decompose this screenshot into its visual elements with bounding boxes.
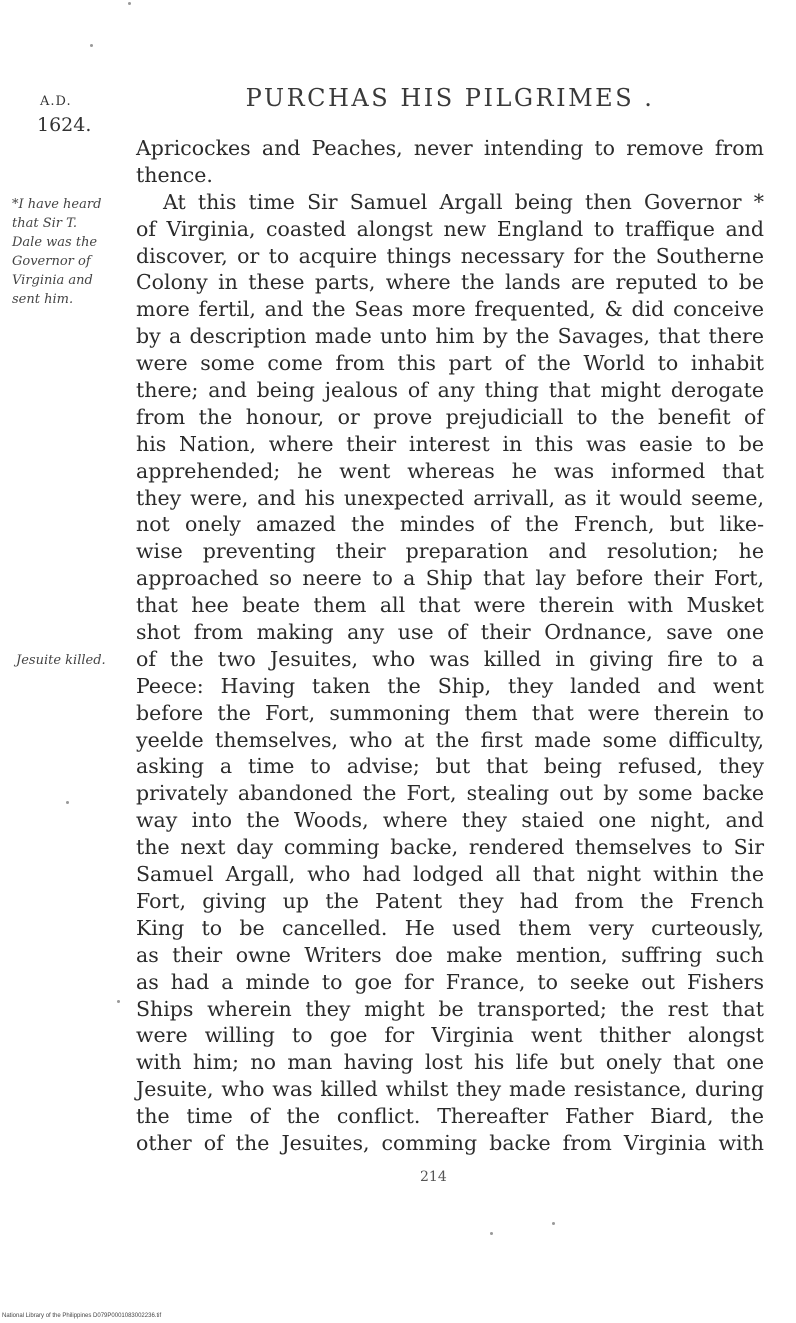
margin-note-jesuite — [16, 651, 134, 670]
text-line: wise preventing their preparation and resolution; he — [136, 539, 764, 564]
paper-speck — [128, 2, 131, 5]
text-line: before the Fort, summoning them that were therein to — [136, 700, 764, 725]
text-line: his Nation, where their interest in this was easie to be — [136, 431, 764, 456]
text-line: as their owne Writers doe make mention, suffring such — [136, 942, 764, 967]
margin-note-line: Virginia and — [12, 273, 93, 288]
margin-note-line: *I have heard — [12, 197, 102, 212]
text-line: way into the Woods, where they staied one night, and — [136, 808, 764, 833]
text-line: of Virginia, coasted alongst new England to traffique and — [136, 216, 764, 241]
paper-speck — [552, 1222, 555, 1225]
text-line: Peece: Having taken the Ship, they landed and went — [136, 673, 764, 698]
text-line: were some come from this part of the World to inhabit — [136, 351, 764, 376]
running-head: PURCHAS HIS PILGRIMES . — [245, 84, 655, 112]
text-line: At this time Sir Samuel Argall being then Governor * — [163, 189, 764, 214]
text-line: the time of the conflict. Thereafter Father Biard, the — [136, 1104, 764, 1129]
text-line: the next day comming backe, rendered themselves to Sir — [136, 835, 764, 860]
text-line: approached so neere to a Ship that lay before their Fort, — [136, 566, 764, 591]
margin-note-line: Governor of — [12, 254, 91, 269]
text-line: privately abandoned the Fort, stealing out by some backe — [136, 781, 764, 806]
text-line: other of the Jesuites, comming backe from Virginia with — [136, 1130, 764, 1155]
paper-speck — [490, 1232, 493, 1235]
text-line: more fertil, and the Seas more frequented, & did conceive — [136, 297, 764, 322]
text-line: from the honour, or prove prejudiciall to the benefit of — [136, 404, 764, 429]
paper-speck — [90, 44, 93, 47]
text-line: thence. — [136, 162, 213, 187]
text-line: discover, or to acquire things necessary for the Southerne — [136, 243, 764, 268]
margin-note-line: sent him. — [12, 292, 74, 307]
margin-note-line: Jesuite killed. — [16, 653, 106, 668]
text-line: there; and being jealous of any thing that might derogate — [136, 378, 764, 403]
text-line: asking a time to advise; but that being refused, they — [136, 754, 764, 779]
text-line: apprehended; he went whereas he was informed that — [136, 458, 764, 483]
text-line: Ships wherein they might be transported; the rest that — [136, 996, 764, 1021]
margin-note-line: that Sir T. — [12, 216, 78, 231]
text-line: as had a minde to goe for France, to seeke out Fishers — [136, 969, 764, 994]
text-line: of the two Jesuites, who was killed in giving fire to a — [136, 646, 764, 671]
text-line: Samuel Argall, who had lodged all that night within the — [136, 862, 764, 887]
text-line: yeelde themselves, who at the first made some difficulty, — [136, 727, 764, 752]
margin-note-dale — [12, 195, 130, 309]
anno-domini-label: A.D. — [40, 94, 72, 109]
margin-note-line: Dale was the — [12, 235, 98, 250]
paper-speck — [66, 801, 69, 804]
text-line: Colony in these parts, where the lands are reputed to be — [136, 270, 764, 295]
text-line: were willing to goe for Virginia went thither alongst — [136, 1023, 764, 1048]
text-line: King to be cancelled. He used them very curteously, — [136, 915, 764, 940]
body-text — [136, 135, 764, 1157]
text-line: by a description made unto him by the Savages, that there — [136, 324, 764, 349]
text-line: Fort, giving up the Patent they had from the French — [136, 888, 764, 913]
text-line: not onely amazed the mindes of the French, but like- — [136, 512, 764, 537]
scan-credit: National Library of the Philippines D079P0001083002236.tif — [2, 1313, 162, 1319]
paper-speck — [117, 1000, 120, 1003]
year-label: 1624. — [37, 114, 92, 136]
text-line: they were, and his unexpected arrivall, as it would seeme, — [136, 485, 764, 510]
text-line: Apricockes and Peaches, never intending to remove from — [136, 136, 764, 160]
text-line: shot from making any use of their Ordnance, save one — [136, 620, 764, 645]
text-line: Jesuite, who was killed whilst they made resistance, during — [136, 1077, 764, 1102]
text-line: with him; no man having lost his life but onely that one — [136, 1050, 764, 1075]
page-number: 214 — [420, 1169, 447, 1185]
text-line: that hee beate them all that were therein with Musket — [136, 593, 764, 618]
